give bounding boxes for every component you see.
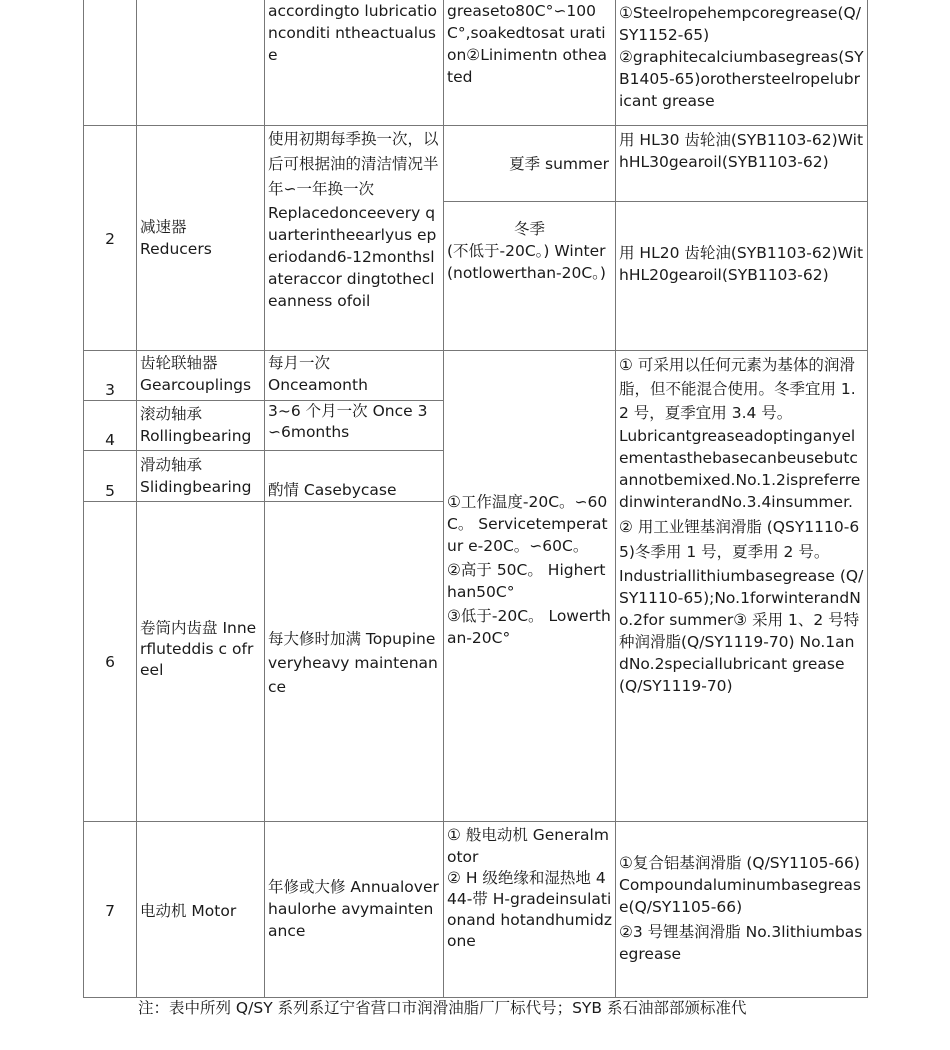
r5-part-zh: 滑动轴承 xyxy=(140,456,203,474)
r7-grease-1: ①复合铝基润滑脂 (Q/SY1105-66) Compoundaluminumbasegrease(Q/SY1105-66) xyxy=(619,854,861,916)
r3-interval-zh: 每月一次 xyxy=(268,354,331,372)
row-divider xyxy=(83,821,868,822)
r3-interval-en: Onceamonth xyxy=(268,376,368,394)
r2-interval-en: Replacedonceevery quarterintheearlyus eperiodand6-12monthslateraccor dingtothecleanness ofoil xyxy=(268,204,437,310)
r3-no: 3 xyxy=(105,381,115,399)
r7-part: 电动机 Motor xyxy=(140,902,237,920)
temp-range-3: ③低于-20C。 Lowerthan-20C° xyxy=(447,607,611,647)
r2-summer-oil: 用 HL30 齿轮油(SYB1103-62)WithHL30gearoil(SYB1103-62) xyxy=(619,131,864,171)
r7-condition-1: ① 般电动机 Generalmotor xyxy=(447,826,609,866)
grease-1-zh: ① 可采用以任何元素为基体的润滑脂，但不能混合使用。冬季宜用 1.2 号，夏季宜用 3.4 号。 xyxy=(619,356,856,422)
r2-part-zh: 减速器 xyxy=(140,218,187,236)
r5-no: 5 xyxy=(105,482,115,500)
r2-winter-oil: 用 HL20 齿轮油(SYB1103-62)WithHL20gearoil(SYB1103-62) xyxy=(619,244,864,284)
r4-interval: 3~6 个月一次 Once 3∽6months xyxy=(268,402,428,441)
table-border-right xyxy=(867,0,868,997)
cell-r4-interval xyxy=(265,401,443,450)
r7-grease-2: ②3 号锂基润滑脂 No.3lithiumbasegrease xyxy=(619,923,863,963)
r0-lubricant-note-text: greaseto80C°∽100C°,soakedtosat uration②Linimentn otheated xyxy=(447,2,607,86)
cell-r2-no xyxy=(84,228,136,252)
cell-r5-part xyxy=(137,454,264,501)
r0-grease-2: ②graphitecalciumbasegreas(SYB1405-65)orothersteelropelubricant grease xyxy=(619,48,864,110)
r0-grease-1: ①Steelropehempcoregrease(Q/SY1152-65) xyxy=(619,4,861,44)
r0-condition-text: accordingto lubricationconditi ntheactualuse xyxy=(268,2,437,64)
cell-r7-no xyxy=(84,900,136,922)
r6-part-zh: 卷筒内齿盘 xyxy=(140,619,218,637)
cell-r0-grease xyxy=(616,2,867,125)
r6-interval: 每大修时加满 Topupineveryheavy maintenance xyxy=(268,630,438,696)
r2-no: 2 xyxy=(105,230,115,248)
grease-2-zh: ② 用工业锂基润滑脂 (QSY1110-65)冬季用 1 号，夏季用 2 号。 xyxy=(619,518,860,561)
r4-part-zh: 滚动轴承 xyxy=(140,405,203,423)
r5-part-en: Slidingbearing xyxy=(140,478,252,496)
r5-interval: 酌情 Casebycase xyxy=(268,481,397,499)
cell-r5-no xyxy=(84,480,136,502)
r4-part-en: Rollingbearing xyxy=(140,427,252,445)
cell-r6-no xyxy=(84,651,136,673)
cell-r4-part xyxy=(137,403,264,450)
r3-part-en: Gearcouplings xyxy=(140,376,252,394)
r2-interval-zh: 使用初期每季换一次，以后可根据油的清洁情况半年∽一年换一次 xyxy=(268,130,439,198)
cell-r7-grease xyxy=(616,852,867,996)
r7-condition-2: ② H 级绝缘和湿热地 444-带 H-gradeinsulationand hotandhumidzone xyxy=(447,869,612,950)
cell-r3-no xyxy=(84,379,136,401)
r3-part-zh: 齿轮联轴器 xyxy=(140,354,218,372)
cell-r6-interval xyxy=(265,627,443,699)
temp-range-2: ②高于 50C。 Higherthan50C° xyxy=(447,561,606,601)
cell-r6-part xyxy=(137,618,264,706)
cell-r2-summer-label xyxy=(444,153,612,177)
temp-range-1: ①工作温度-20C。∽60C。 Servicetemperatur e-20C。∽60C。 xyxy=(447,493,608,555)
row-divider xyxy=(83,125,868,126)
cell-shared-grease xyxy=(616,353,867,820)
cell-r0-condition xyxy=(265,0,443,125)
r2-part-en: Reducers xyxy=(140,240,212,258)
cell-r7-condition xyxy=(444,824,615,996)
r4-no: 4 xyxy=(105,431,115,449)
cell-r2-summer-oil xyxy=(616,129,867,201)
cell-r2-winter-label xyxy=(444,218,615,348)
r2-winter-label-zh: 冬季 xyxy=(513,220,545,238)
row-divider xyxy=(83,450,444,451)
table-footnote: 注：表中所列 Q/SY 系列系辽宁省营口市润滑油脂厂厂标代号；SYB 系石油部部颁标准代 xyxy=(138,999,747,1017)
r7-interval: 年修或大修 Annualoverhaulorhe avymaintenance xyxy=(268,878,439,940)
r2-summer-label: 夏季 summer xyxy=(509,155,609,173)
cell-r7-interval xyxy=(265,876,443,946)
cell-r3-part xyxy=(137,352,264,400)
cell-r5-interval xyxy=(265,479,443,501)
cell-r2-winter-oil xyxy=(616,242,867,314)
cell-r7-part xyxy=(137,900,264,922)
r7-no: 7 xyxy=(105,902,115,920)
row-divider xyxy=(83,501,444,502)
cell-shared-temperature xyxy=(444,491,615,691)
cell-r2-part xyxy=(137,216,264,266)
r2-winter-label-detail: (不低于-20C。) Winter (notlowerthan-20C。) xyxy=(447,242,606,282)
r6-no: 6 xyxy=(105,653,115,671)
cell-r0-lubricant-note xyxy=(444,0,615,125)
grease-2-en: Industriallithiumbasegrease (Q/SY1110-65);No.1forwinterandNo.2for summer③ 采用 1、2 号特种润滑脂(Q/SY1119-70) No.1andNo.2speciallubricant grease(Q/SY1119-70) xyxy=(619,567,864,695)
row-divider-summer-winter xyxy=(443,201,868,202)
grease-1-en: Lubricantgreaseadoptinganyelementasthebasecanbeusebutcannotbemixed.No.1.2ispreferredinwinterandNo.3.4insummer. xyxy=(619,427,861,511)
r6-part-en: Innerfluteddis c ofreel xyxy=(140,619,257,679)
row-divider xyxy=(83,350,868,351)
cell-r4-no xyxy=(84,429,136,451)
cell-r2-interval xyxy=(265,127,443,349)
cell-r3-interval xyxy=(265,352,443,400)
